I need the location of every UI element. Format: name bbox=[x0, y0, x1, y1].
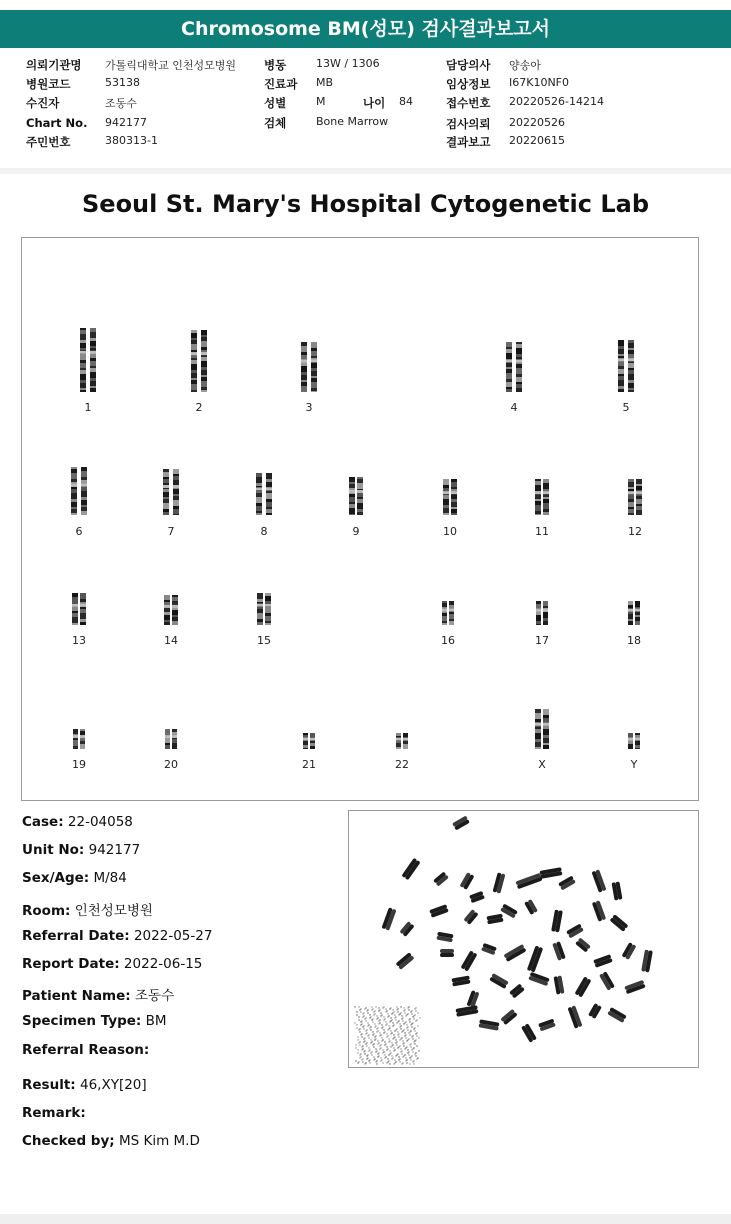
chromosome-label: 8 bbox=[260, 525, 268, 538]
sex-age-field: Sex/Age: M/84 bbox=[22, 870, 127, 886]
chromosome-label: 17 bbox=[535, 634, 549, 647]
chromosome-label: 13 bbox=[72, 634, 86, 647]
report-title: Chromosome BM(성모) 검사결과보고서 bbox=[0, 10, 731, 48]
chromosome-label: 6 bbox=[75, 525, 83, 538]
referral-date-field: Referral Date: 2022-05-27 bbox=[22, 928, 213, 944]
header-specimen: 검체 Bone Marrow bbox=[264, 115, 389, 130]
chromosome-pair-22 bbox=[394, 733, 410, 749]
header-accession-no: 접수번호 20220526-14214 bbox=[446, 95, 604, 110]
chromosome-pair-x bbox=[532, 709, 552, 749]
chromosome-label: 20 bbox=[164, 758, 178, 771]
chromosome-label: Y bbox=[630, 758, 638, 771]
chromosome-label: 15 bbox=[257, 634, 271, 647]
chromosome-pair-11 bbox=[532, 479, 552, 515]
chromosome-pair-2 bbox=[188, 330, 210, 392]
chromosome-pair-9 bbox=[346, 477, 366, 515]
chromosome-label: 7 bbox=[167, 525, 175, 538]
lab-title: Seoul St. Mary's Hospital Cytogenetic Lab bbox=[82, 190, 649, 218]
header-resident-no: 주민번호 380313-1 bbox=[26, 134, 158, 149]
chromosome-pair-15 bbox=[254, 593, 274, 625]
chromosome-label: 14 bbox=[164, 634, 178, 647]
case-field: Case: 22-04058 bbox=[22, 814, 133, 830]
metaphase-spread-drawing bbox=[349, 811, 698, 1067]
chromosome-pair-16 bbox=[440, 601, 456, 625]
checked-by-field: Checked by; MS Kim M.D bbox=[22, 1133, 200, 1149]
chromosome-pair-y bbox=[626, 733, 642, 749]
chromosome-label: 10 bbox=[443, 525, 457, 538]
chromosome-label: 4 bbox=[510, 401, 518, 414]
chromosome-label: 3 bbox=[305, 401, 313, 414]
chromosome-label: 16 bbox=[441, 634, 455, 647]
chromosome-label: 11 bbox=[535, 525, 549, 538]
chromosome-pair-21 bbox=[301, 733, 317, 749]
chromosome-pair-18 bbox=[626, 601, 642, 625]
header-department: 진료과 MB bbox=[264, 76, 334, 91]
header-hospital-code: 병원코드 53138 bbox=[26, 76, 140, 91]
room-field: Room: 인천성모병원 bbox=[22, 903, 153, 919]
remark-field: Remark: bbox=[22, 1105, 86, 1121]
chromosome-label: 5 bbox=[622, 401, 630, 414]
chromosome-label: 21 bbox=[302, 758, 316, 771]
header-institution: 의뢰기관명 가톨릭대학교 인천성모병원 bbox=[26, 58, 237, 72]
header-request-date: 검사의뢰 20220526 bbox=[446, 116, 565, 131]
header-report-date: 결과보고 20220615 bbox=[446, 134, 565, 149]
chromosome-label: 2 bbox=[195, 401, 203, 414]
patient-name-field: Patient Name: 조동수 bbox=[22, 988, 175, 1004]
header-physician: 담당의사 양송아 bbox=[446, 58, 541, 72]
specimen-type-field: Specimen Type: BM bbox=[22, 1013, 167, 1029]
header-separator bbox=[0, 168, 731, 174]
page-footer bbox=[0, 1214, 731, 1224]
header-age: 나이 84 bbox=[363, 95, 413, 110]
chromosome-label: X bbox=[538, 758, 546, 771]
chromosome-pair-14 bbox=[161, 595, 181, 625]
chromosome-label: 19 bbox=[72, 758, 86, 771]
header-patient: 수진자 조동수 bbox=[26, 96, 137, 110]
report-date-field: Report Date: 2022-06-15 bbox=[22, 956, 203, 972]
metaphase-image bbox=[348, 810, 699, 1068]
chromosome-pair-5 bbox=[615, 340, 637, 392]
chromosome-pair-10 bbox=[440, 479, 460, 515]
chromosome-label: 1 bbox=[84, 401, 92, 414]
chromosome-pair-6 bbox=[68, 467, 90, 515]
referral-reason-field: Referral Reason: bbox=[22, 1042, 150, 1058]
chromosome-pair-12 bbox=[625, 479, 645, 515]
result-field: Result: 46,XY[20] bbox=[22, 1077, 147, 1093]
chromosome-label: 12 bbox=[628, 525, 642, 538]
karyogram-image bbox=[21, 237, 699, 801]
chromosome-pair-7 bbox=[160, 469, 182, 515]
report-header bbox=[0, 0, 731, 169]
chromosome-pair-4 bbox=[503, 342, 525, 392]
chromosome-pair-17 bbox=[534, 601, 550, 625]
header-ward: 병동 13W / 1306 bbox=[264, 57, 380, 72]
header-sex: 성별 M bbox=[264, 95, 326, 110]
chromosome-label: 22 bbox=[395, 758, 409, 771]
unit-no-field: Unit No: 942177 bbox=[22, 842, 141, 858]
chromosome-pair-19 bbox=[71, 729, 87, 749]
chromosome-pair-13 bbox=[69, 593, 89, 625]
header-clinical-info: 임상정보 I67K10NF0 bbox=[446, 76, 570, 91]
header-chart-no: Chart No. 942177 bbox=[26, 116, 147, 130]
chromosome-pair-1 bbox=[77, 328, 99, 392]
chromosome-pair-8 bbox=[253, 473, 275, 515]
chromosome-pair-20 bbox=[163, 729, 179, 749]
chromosome-label: 9 bbox=[352, 525, 360, 538]
chromosome-pair-3 bbox=[298, 342, 320, 392]
chromosome-label: 18 bbox=[627, 634, 641, 647]
